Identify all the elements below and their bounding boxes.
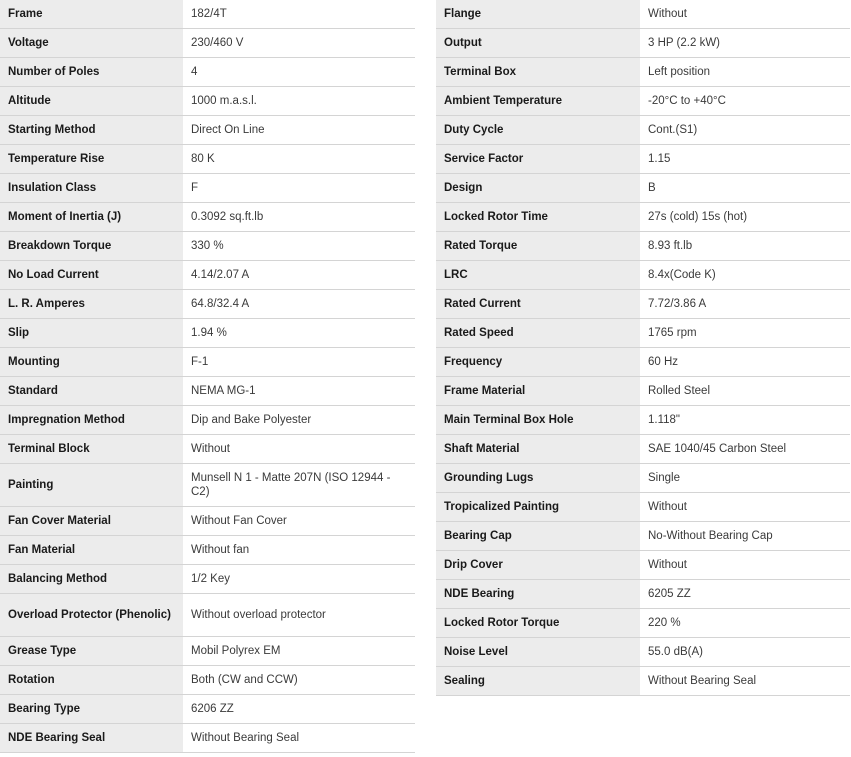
spec-label: Balancing Method [0, 565, 183, 594]
spec-label: Bearing Cap [436, 522, 640, 551]
spec-value: Without [640, 551, 850, 580]
spec-value: 4 [183, 58, 415, 87]
spec-label: Number of Poles [0, 58, 183, 87]
spec-row-duty-cycle [436, 116, 850, 145]
spec-label: Moment of Inertia (J) [0, 203, 183, 232]
spec-value: 27s (cold) 15s (hot) [640, 203, 850, 232]
spec-label: Starting Method [0, 116, 183, 145]
spec-value: F [183, 174, 415, 203]
spec-label: Design [436, 174, 640, 203]
spec-label: Output [436, 29, 640, 58]
spec-row-fan-material [0, 536, 415, 565]
spec-row-slip [0, 319, 415, 348]
specs-table-left [0, 0, 415, 753]
spec-label: Fan Cover Material [0, 507, 183, 536]
spec-label: Fan Material [0, 536, 183, 565]
spec-label: Terminal Box [436, 58, 640, 87]
spec-row-output [436, 29, 850, 58]
spec-label: Frequency [436, 348, 640, 377]
spec-label: Main Terminal Box Hole [436, 406, 640, 435]
spec-value: 3 HP (2.2 kW) [640, 29, 850, 58]
spec-value: 6205 ZZ [640, 580, 850, 609]
spec-row-nde-bearing-seal [0, 724, 415, 753]
spec-label: Frame Material [436, 377, 640, 406]
spec-label: Drip Cover [436, 551, 640, 580]
spec-label: Mounting [0, 348, 183, 377]
spec-value: Without [640, 0, 850, 29]
spec-value: 182/4T [183, 0, 415, 29]
spec-value: Without [183, 435, 415, 464]
spec-label: Tropicalized Painting [436, 493, 640, 522]
spec-row-lrc [436, 261, 850, 290]
spec-value: 7.72/3.86 A [640, 290, 850, 319]
spec-label: No Load Current [0, 261, 183, 290]
spec-row-temperature-rise [0, 145, 415, 174]
spec-value: Cont.(S1) [640, 116, 850, 145]
spec-label: Flange [436, 0, 640, 29]
spec-value: 1.15 [640, 145, 850, 174]
spec-row-locked-rotor-time [436, 203, 850, 232]
spec-label: Rated Current [436, 290, 640, 319]
spec-value: 230/460 V [183, 29, 415, 58]
spec-value: Single [640, 464, 850, 493]
spec-row-rated-torque [436, 232, 850, 261]
spec-value: Direct On Line [183, 116, 415, 145]
spec-value: 8.4x(Code K) [640, 261, 850, 290]
spec-row-nde-bearing [436, 580, 850, 609]
spec-value: B [640, 174, 850, 203]
spec-row-no-load-current [0, 261, 415, 290]
spec-label: Ambient Temperature [436, 87, 640, 116]
spec-value: 6206 ZZ [183, 695, 415, 724]
spec-value: 0.3092 sq.ft.lb [183, 203, 415, 232]
spec-row-bearing-type [0, 695, 415, 724]
spec-label: Painting [0, 464, 183, 507]
spec-value: 330 % [183, 232, 415, 261]
spec-value: 1/2 Key [183, 565, 415, 594]
spec-value: Without [640, 493, 850, 522]
spec-row-painting [0, 464, 415, 507]
spec-label: Service Factor [436, 145, 640, 174]
spec-row-sealing [436, 667, 850, 696]
spec-label: Locked Rotor Time [436, 203, 640, 232]
spec-row-overload-protector [0, 594, 415, 637]
spec-value: Left position [640, 58, 850, 87]
spec-row-main-terminal-box-hole [436, 406, 850, 435]
spec-label: Standard [0, 377, 183, 406]
spec-row-tropicalized-painting [436, 493, 850, 522]
spec-value: Munsell N 1 - Matte 207N (ISO 12944 - C2) [183, 464, 415, 507]
spec-value: Without fan [183, 536, 415, 565]
spec-value: Both (CW and CCW) [183, 666, 415, 695]
spec-row-lr-amperes [0, 290, 415, 319]
spec-row-flange [436, 0, 850, 29]
spec-value: Without Fan Cover [183, 507, 415, 536]
spec-value: 55.0 dB(A) [640, 638, 850, 667]
spec-value: Rolled Steel [640, 377, 850, 406]
spec-label: Rated Torque [436, 232, 640, 261]
spec-value: 64.8/32.4 A [183, 290, 415, 319]
spec-label: L. R. Amperes [0, 290, 183, 319]
spec-value: Without Bearing Seal [183, 724, 415, 753]
spec-label: Temperature Rise [0, 145, 183, 174]
spec-row-altitude [0, 87, 415, 116]
spec-row-voltage [0, 29, 415, 58]
spec-row-insulation-class [0, 174, 415, 203]
spec-value: -20°C to +40°C [640, 87, 850, 116]
spec-row-frequency [436, 348, 850, 377]
spec-label: Duty Cycle [436, 116, 640, 145]
spec-row-frame [0, 0, 415, 29]
spec-value: 1.118" [640, 406, 850, 435]
spec-value: 1000 m.a.s.l. [183, 87, 415, 116]
spec-row-moment-of-inertia [0, 203, 415, 232]
spec-row-rated-speed [436, 319, 850, 348]
spec-value: No-Without Bearing Cap [640, 522, 850, 551]
spec-row-rated-current [436, 290, 850, 319]
spec-label: Grease Type [0, 637, 183, 666]
spec-row-grounding-lugs [436, 464, 850, 493]
spec-row-ambient-temperature [436, 87, 850, 116]
spec-label: Rated Speed [436, 319, 640, 348]
spec-label: LRC [436, 261, 640, 290]
specs-table-right [436, 0, 850, 696]
spec-label: Insulation Class [0, 174, 183, 203]
spec-value: 80 K [183, 145, 415, 174]
spec-row-starting-method [0, 116, 415, 145]
spec-label: Terminal Block [0, 435, 183, 464]
spec-label: Slip [0, 319, 183, 348]
spec-label: Noise Level [436, 638, 640, 667]
spec-value: 4.14/2.07 A [183, 261, 415, 290]
spec-value: Dip and Bake Polyester [183, 406, 415, 435]
spec-row-locked-rotor-torque [436, 609, 850, 638]
spec-row-terminal-block [0, 435, 415, 464]
spec-label: Breakdown Torque [0, 232, 183, 261]
spec-row-bearing-cap [436, 522, 850, 551]
spec-value: 60 Hz [640, 348, 850, 377]
spec-label: Impregnation Method [0, 406, 183, 435]
spec-label: Voltage [0, 29, 183, 58]
spec-value: Without overload protector [183, 594, 415, 637]
spec-value: 1765 rpm [640, 319, 850, 348]
spec-row-number-of-poles [0, 58, 415, 87]
spec-label: NDE Bearing [436, 580, 640, 609]
spec-row-impregnation-method [0, 406, 415, 435]
spec-row-mounting [0, 348, 415, 377]
spec-label: Rotation [0, 666, 183, 695]
spec-label: Locked Rotor Torque [436, 609, 640, 638]
spec-row-fan-cover-material [0, 507, 415, 536]
spec-value: 220 % [640, 609, 850, 638]
spec-row-terminal-box [436, 58, 850, 87]
spec-value: SAE 1040/45 Carbon Steel [640, 435, 850, 464]
spec-label: NDE Bearing Seal [0, 724, 183, 753]
spec-row-shaft-material [436, 435, 850, 464]
spec-row-frame-material [436, 377, 850, 406]
spec-value: NEMA MG-1 [183, 377, 415, 406]
spec-row-standard [0, 377, 415, 406]
spec-row-noise-level [436, 638, 850, 667]
spec-row-service-factor [436, 145, 850, 174]
spec-label: Bearing Type [0, 695, 183, 724]
spec-value: F-1 [183, 348, 415, 377]
spec-label: Frame [0, 0, 183, 29]
spec-row-design [436, 174, 850, 203]
spec-row-rotation [0, 666, 415, 695]
spec-label: Sealing [436, 667, 640, 696]
spec-label: Shaft Material [436, 435, 640, 464]
spec-value: Mobil Polyrex EM [183, 637, 415, 666]
spec-value: 1.94 % [183, 319, 415, 348]
spec-value: 8.93 ft.lb [640, 232, 850, 261]
spec-label: Overload Protector (Phenolic) [0, 594, 183, 637]
spec-row-grease-type [0, 637, 415, 666]
spec-row-balancing-method [0, 565, 415, 594]
spec-label: Grounding Lugs [436, 464, 640, 493]
spec-row-drip-cover [436, 551, 850, 580]
spec-label: Altitude [0, 87, 183, 116]
spec-value: Without Bearing Seal [640, 667, 850, 696]
spec-row-breakdown-torque [0, 232, 415, 261]
